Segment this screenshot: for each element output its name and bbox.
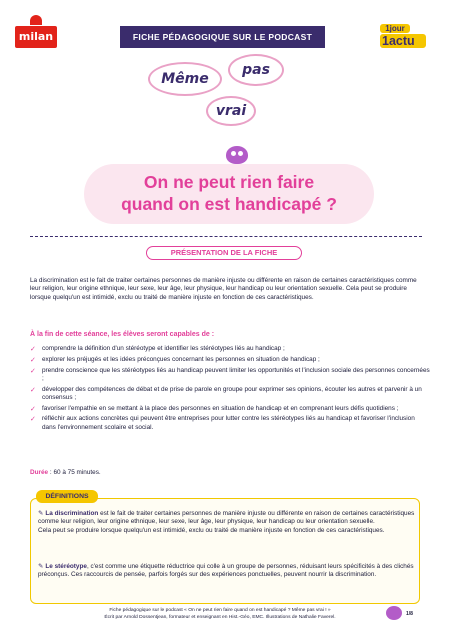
bubble-pas: pas bbox=[228, 54, 284, 86]
footer bbox=[60, 607, 380, 621]
footer-line-2: Écrit par Arnold Dossentjean, formateur et enseignant en Hist.-Géo, EMC. Illustrations de Nathalie Faverel. bbox=[104, 615, 336, 620]
check-icon: ✓ bbox=[30, 404, 36, 413]
list-item bbox=[30, 405, 430, 413]
objective-text: favoriser l'empathie en se mettant à la place des personnes en situation de handicap et en comprenant leurs défis quotidiens ; bbox=[42, 404, 399, 412]
duration-value: : 60 à 75 minutes. bbox=[48, 469, 101, 476]
definitions-label: DÉFINITIONS bbox=[36, 490, 98, 503]
brand-top: 1jour bbox=[380, 24, 410, 33]
1jour1actu-logo bbox=[380, 24, 426, 52]
milan-logo: milan bbox=[15, 26, 57, 48]
objective-text: prendre conscience que les stéréotypes liés au handicap peuvent limiter les opportunités et l'inclusion sociale des personnes concernées ; bbox=[42, 366, 430, 382]
objective-text: comprendre la définition d'un stéréotype et identifier les stéréotypes liés au handicap ; bbox=[42, 345, 285, 352]
bubble-meme: Même bbox=[148, 62, 222, 96]
objective-text: développer des compétences de débat et de prise de parole en groupe pour exprimer ses opinions, écouter les autres et parvenir à un consensus ; bbox=[42, 385, 422, 401]
footer-mascot-icon bbox=[386, 606, 402, 620]
page-number: 1/8 bbox=[406, 611, 413, 617]
pencil-icon: ✎ bbox=[38, 509, 46, 517]
duration bbox=[30, 469, 101, 476]
bubble-vrai: vrai bbox=[206, 96, 256, 126]
definition-term: La discrimination bbox=[45, 510, 99, 517]
definition-discrimination bbox=[38, 509, 418, 535]
list-item bbox=[30, 345, 430, 353]
dashed-divider bbox=[30, 236, 422, 237]
check-icon: ✓ bbox=[30, 385, 36, 394]
check-icon: ✓ bbox=[30, 415, 36, 424]
section-label: PRÉSENTATION DE LA FICHE bbox=[146, 246, 302, 260]
podcast-title-logo bbox=[120, 52, 290, 132]
headline bbox=[84, 164, 374, 224]
check-icon: ✓ bbox=[30, 345, 36, 353]
pencil-icon: ✎ bbox=[38, 562, 46, 570]
objectives-title: À la fin de cette séance, les élèves seront capables de : bbox=[30, 331, 215, 338]
list-item bbox=[30, 367, 430, 383]
definition-text: , c'est comme une étiquette réductrice qui colle à un groupe de personnes, réduisant leurs spécificités à des clichés préconçus. Ces raccourcis de pensée, parfois forgés sur des expériences ponctuelles, peuvent nourrir la discrimination. bbox=[38, 563, 414, 579]
duration-label: Durée bbox=[30, 469, 49, 476]
check-icon: ✓ bbox=[30, 366, 36, 375]
list-item bbox=[30, 415, 430, 431]
objective-text: explorer les préjugés et les idées préconçues concernant les personnes en situation de handicap ; bbox=[42, 355, 320, 363]
objective-text: réfléchir aux actions concrètes qui peuvent être entreprises pour lutter contre les stéréotypes liés au handicap et favoriser l'inclusion dans l'environnement scolaire et social. bbox=[42, 415, 415, 431]
mascot-icon bbox=[226, 146, 248, 164]
check-icon: ✓ bbox=[30, 355, 36, 364]
brand-bottom: 1actu bbox=[380, 34, 426, 48]
definition-stereotype bbox=[38, 562, 418, 580]
podcast-banner: FICHE PÉDAGOGIQUE SUR LE PODCAST bbox=[120, 26, 325, 48]
headline-line-2: quand on est handicapé ? bbox=[121, 194, 337, 214]
list-item bbox=[30, 356, 430, 364]
intro-paragraph: La discrimination est le fait de traiter certaines personnes de manière injuste ou différente en raison de certaines caractéristiques comme leur religion, leur origine ethnique, leur sexe, leur âge, leur physique, leur handicap ou leur orientation sexuelle. Cela peut se produire lorsque quelqu'un est intimidé, exclu ou traité de manière injuste en fonction de ces caractéristiques. bbox=[30, 277, 417, 301]
definition-text: est le fait de traiter certaines personnes de manière injuste ou différente en raison de certaines caractéristiques comme leur religion, leur origine ethnique, leur sexe, leur âge, leur physique, leur handicap ou leur orientation sexuelle. bbox=[38, 510, 415, 526]
definition-text-2: Cela peut se produire lorsque quelqu'un est intimidé, exclu ou traité de manière injuste en fonction de ces caractéristiques. bbox=[38, 526, 385, 534]
footer-line-1: Fiche pédagogique sur le podcast « On ne peut rien faire quand on est handicapé ? Même pas vrai ! » bbox=[109, 608, 331, 613]
definition-term: Le stéréotype bbox=[45, 563, 87, 570]
objectives-list bbox=[30, 345, 430, 434]
headline-line-1: On ne peut rien faire bbox=[143, 172, 315, 192]
list-item bbox=[30, 386, 430, 402]
